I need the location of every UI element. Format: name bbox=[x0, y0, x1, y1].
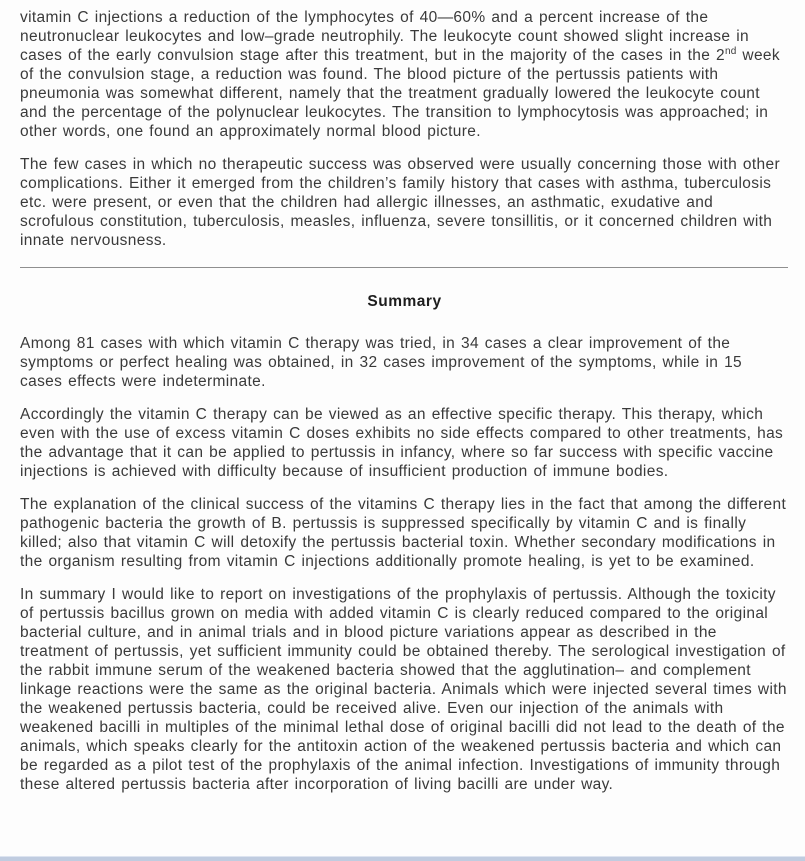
paragraph-effective-therapy: Accordingly the vitamin C therapy can be viewed as an effective specific therapy. This therapy, which even with the use of excess vitamin C doses exhibits no side effects compared to other treatments, has the advantage that it can be applied to pertussis in infancy, where so far success with specific vaccine injections is achieved with difficulty because of insufficient production of immune bodies. bbox=[20, 406, 784, 480]
paragraph-prophylaxis-investigations: In summary I would like to report on investigations of the prophylaxis of pertussis. Although the toxicity of pertussis bacillus grown on media with added vitamin C is clearly reduced compared to the original bacterial culture, and in animal trials and in blood picture variations appear as described in the treatment of pertussis, yet sufficient immunity could be obtained thereby. The serological investigation of the rabbit immune serum of the weakened bacteria showed that the agglutination– and complement linkage reactions were the same as the original bacteria. Animals which were injected several times with the weakened pertussis bacteria, could be received alive. Even our injection of the animals with weakened bacilli in multiples of the minimal lethal dose of original bacilli did not lead to the death of the animals, which speaks clearly for the antitoxin action of the weakened pertussis bacteria and which can be regarded as a pilot test of the prophylaxis of the animal infection. Investigations of immunity through these altered pertussis bacteria after incorporation of living bacilli are under way. bbox=[20, 586, 787, 793]
paragraph-text-before-superscript: vitamin C injections a reduction of the lymphocytes of 40—60% and a percent increase of the neutronuclear leukocytes and low–grade neutrophily. The leukocyte count showed slight increase in cases of the early convulsion stage after this treatment, but in the majority of the cases in the 2 bbox=[20, 9, 749, 64]
ordinal-superscript: nd bbox=[725, 45, 737, 57]
paragraph-no-therapeutic-success: The few cases in which no therapeutic success was observed were usually concerning those with other complications. Either it emerged from the children’s family history that cases with asthma, tuberculosis etc. were present, or even that the children had allergic illnesses, an asthmatic, exudative and scrofulous constitution, tuberculosis, measles, influenza, severe tonsillitis, or it concerned children with innate nervousness. bbox=[20, 156, 780, 249]
paragraph-text-after-superscript: week of the convulsion stage, a reduction was found. The blood picture of the pertussis patients with pneumonia was somewhat different, namely that the treatment gradually lowered the leukocyte count and the percentage of the polynuclear leukocytes. The transition to lymphocytosis was approached; in other words, one found an approximately normal blood picture. bbox=[20, 47, 780, 140]
section-divider bbox=[20, 267, 788, 268]
window-bottom-edge-strip bbox=[0, 856, 805, 861]
paragraph-case-counts: Among 81 cases with which vitamin C therapy was tried, in 34 cases a clear improvement of the symptoms or perfect healing was obtained, in 32 cases improvement of the symptoms, while in 15 cases effects were indeterminate. bbox=[20, 335, 743, 390]
paragraph-clinical-explanation: The explanation of the clinical success of the vitamins C therapy lies in the fact that among the different pathogenic bacteria the growth of B. pertussis is suppressed specifically by vitamin C and is finally killed; also that vitamin C will detoxify the pertussis bacterial toxin. Whether secondary modifications in the organism resulting from vitamin C injections additionally promote healing, is yet to be examined. bbox=[20, 496, 787, 570]
summary-heading: Summary bbox=[367, 293, 442, 310]
paragraph-blood-picture bbox=[20, 8, 789, 141]
